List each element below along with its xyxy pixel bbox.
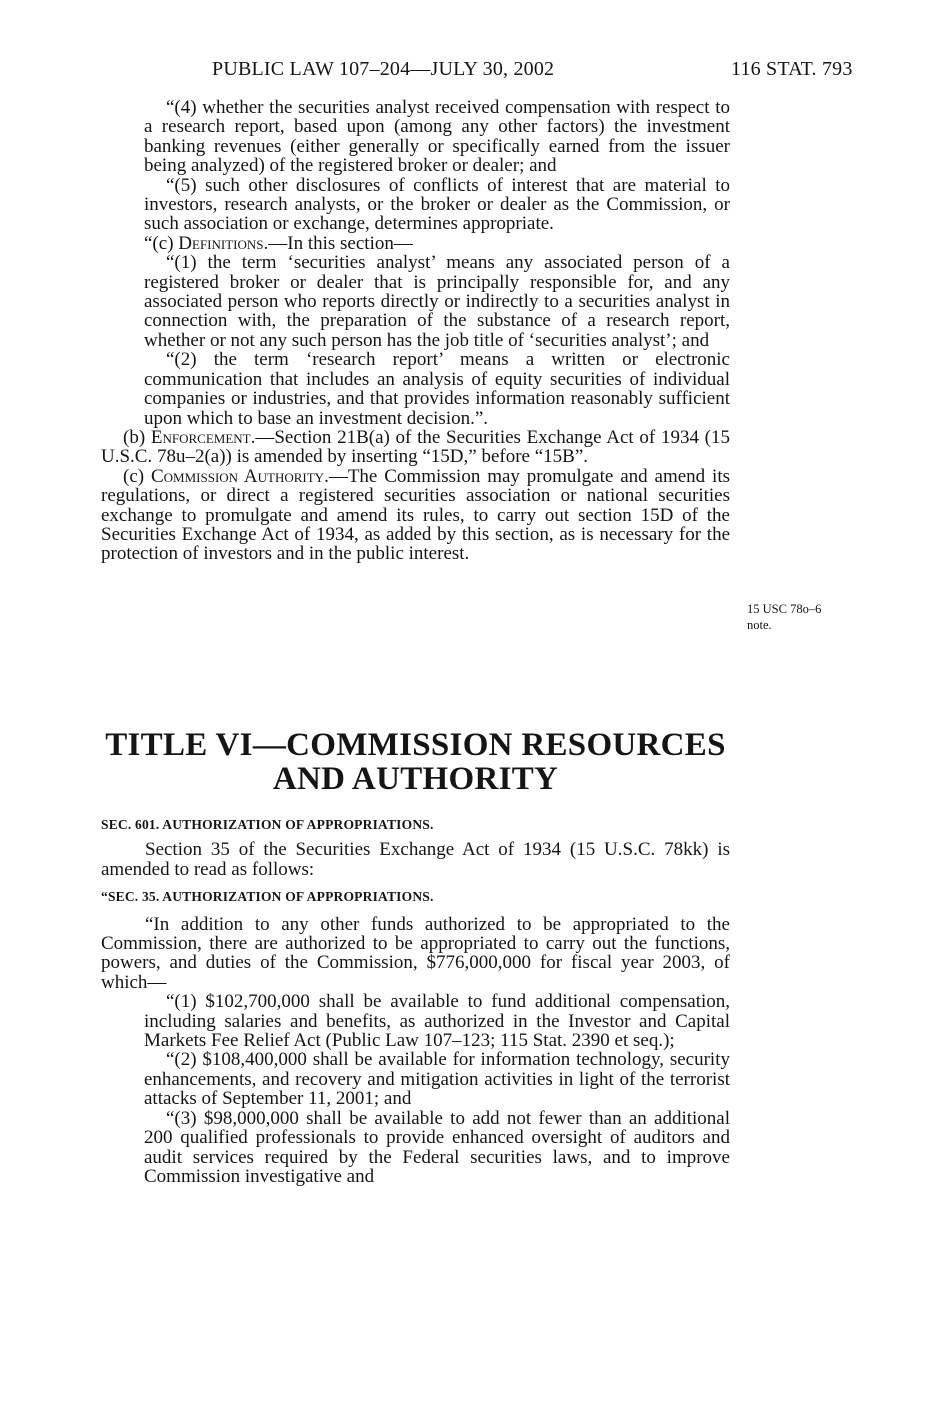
paragraph-b5: “(5) such other disclosures of conflicts of interest that are material to investors, research analysts, or the broker or dealer as the Commission, or such association or exchange, determines appropriate. [144, 174, 730, 235]
sec-601-heading: SEC. 601. AUTHORIZATION OF APPROPRIATIONS. [101, 817, 434, 832]
enforcement-subsection [101, 428, 730, 467]
sec-35-intro: “In addition to any other funds authorized to be appropriated to the Commission, there are authorized to be appropriated to carry out the functions, powers, and duties of the Commission, $776,000,000 for fiscal year 2003, of which— [101, 913, 730, 993]
sec-35-item-1: “(1) $102,700,000 shall be available to fund additional compensation, including salaries and benefits, as authorized in the Investor and Capital Markets Fee Relief Act (Public Law 107–123; 115 Stat. 2390 et seq.); [144, 991, 730, 1052]
usc-margin-note [747, 601, 867, 633]
title-heading [101, 728, 730, 796]
definition-1: “(1) the term ‘securities analyst’ means any associated person of a registered broker or dealer that is principally responsible for, and any associated person who reports directly or indirectly to a securities analyst in connection with, the preparation of the substance of a research report, whether or not any such person has the job title of ‘securities analyst’; and [144, 252, 730, 351]
paragraph-b4: “(4) whether the securities analyst received compensation with respect to a research report, based upon (among any other factors) the investment banking revenues (either generally or specifically earned from the issuer being analyzed) of the registered broker or dealer; and [144, 97, 730, 177]
definitions-lead: “(c) [144, 232, 174, 254]
enforcement-text: .—Section 21B(a) of the Securities Exchange Act of 1934 (15 U.S.C. 78u–2(a)) is amended by inserting “15D,” before “15B”. [101, 426, 730, 468]
sec-35-heading: “SEC. 35. AUTHORIZATION OF APPROPRIATIONS. [101, 889, 434, 905]
section-text-upper [101, 98, 730, 564]
section-601 [101, 815, 730, 1186]
title-line-2: AND AUTHORITY [272, 761, 559, 797]
definitions-heading: Definitions [178, 232, 264, 254]
sec-601-text: Section 35 of the Securities Exchange Act of 1934 (15 U.S.C. 78kk) is amended to read as follows: [101, 839, 730, 880]
margin-note-suffix: note. [747, 618, 772, 632]
enforcement-lead: (b) [123, 426, 146, 448]
statute-page-number: 116 STAT. 793 [731, 58, 853, 80]
definitions-subsection [101, 234, 730, 253]
commission-authority-subsection [101, 467, 730, 564]
definition-2: “(2) the term ‘research report’ means a written or electronic communication that includes an analysis of equity securities of individual companies or industries, and that provides information reasonably sufficient upon which to base an investment decision.”. [144, 349, 730, 429]
public-law-citation: PUBLIC LAW 107–204—JULY 30, 2002 [212, 58, 555, 80]
commission-lead: (c) [123, 465, 145, 487]
running-header [0, 58, 947, 88]
commission-heading: Commission Authority [150, 465, 325, 487]
enforcement-heading: Enforcement [150, 426, 251, 448]
title-line-1: TITLE VI—COMMISSION RESOURCES [105, 727, 726, 763]
definitions-tail: .—In this section— [263, 232, 413, 254]
commission-text: .—The Commission may promulgate and amend its regulations, or direct a registered securities association or national securities exchange to promulgate and amend its rules, to carry out section 15D of the Securities Exchange Act of 1934, as added by this section, as is necessary for the protection of investors and in the public interest. [101, 465, 731, 565]
sec-35-item-2: “(2) $108,400,000 shall be available for information technology, security enhancements, and recovery and mitigation activities in light of the terrorist attacks of September 11, 2001; and [144, 1049, 730, 1110]
margin-note-citation: 15 USC 78o–6 [747, 602, 822, 616]
sec-35-item-3: “(3) $98,000,000 shall be available to add not fewer than an additional 200 qualified professionals to provide enhanced oversight of auditors and audit services required by the Federal securities laws, and to improve Commission investigative and [144, 1107, 730, 1187]
